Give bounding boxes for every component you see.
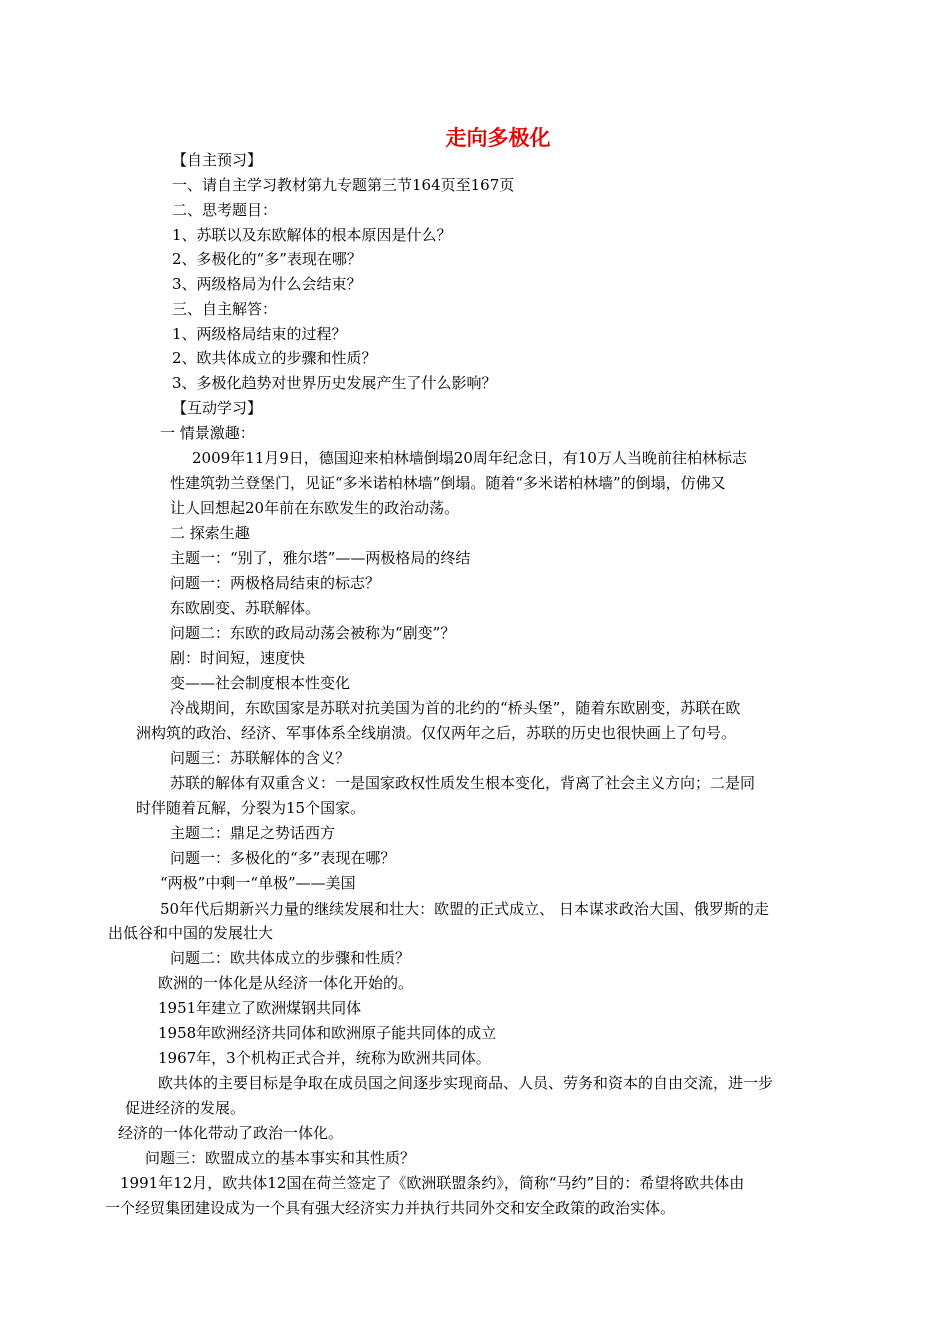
text-line: 3、多极化趋势对世界历史发展产生了什么影响？ [172,374,497,392]
text-line: 洲构筑的政治、经济、军事体系全线崩溃。仅仅两年之后，苏联的历史也很快画上了句号。 [136,724,737,742]
text-line: 二、思考题目： [172,201,278,219]
text-line: 出低谷和中国的发展壮大 [108,924,274,942]
text-line: 2009年11月9日，德国迎来柏林墙倒塌20周年纪念日，有10万人当晚前往柏林标志 [192,449,747,467]
text-line: 50年代后期新兴力量的继续发展和壮大：欧盟的正式成立、 日本谋求政治大国、俄罗斯的走 [160,900,769,918]
text-line: 主题二：鼎足之势话西方 [170,824,336,842]
text-line: 1、两级格局结束的过程？ [172,325,347,343]
text-line: 【互动学习】 [172,399,263,417]
text-line: 问题三：欧盟成立的基本事实和其性质？ [145,1149,416,1167]
text-line: 让人回想起20年前在东欧发生的政治动荡。 [170,499,460,517]
text-line: 问题三：苏联解体的含义？ [170,749,351,767]
text-line: 苏联的解体有双重含义：一是国家政权性质发生根本变化，背离了社会主义方向；二是同 [170,774,756,792]
text-line: 2、多极化的“多”表现在哪？ [172,250,362,268]
text-line: 冷战期间，东欧国家是苏联对抗美国为首的北约的“桥头堡”，随着东欧剧变，苏联在欧 [170,699,741,717]
text-line: 2、欧共体成立的步骤和性质？ [172,349,377,367]
page-title: 走向多极化 [445,125,551,150]
text-line: 东欧剧变、苏联解体。 [170,599,321,617]
text-line: 时伴随着瓦解，分裂为15个国家。 [136,799,366,817]
text-line: 二 探索生趣 [170,524,250,542]
text-line: 欧共体的主要目标是争取在成员国之间逐步实现商品、人员、劳务和资本的自由交流，进一步 [158,1074,774,1092]
text-line: 问题二：欧共体成立的步骤和性质？ [170,949,411,967]
text-line: 变——社会制度根本性变化 [170,674,351,692]
text-line: 问题二：东欧的政局动荡会被称为“剧变”？ [170,624,456,642]
text-line: 三、自主解答： [172,300,278,318]
text-line: 剧：时间短，速度快 [170,649,306,667]
text-line: 1967年，3个机构正式合并，统称为欧洲共同体。 [158,1049,491,1067]
text-line: 一 情景激趣： [160,424,255,442]
text-line: 主题一：“别了，雅尔塔”——两极格局的终结 [170,549,471,567]
text-line: 【自主预习】 [172,151,263,169]
text-line: 1991年12月，欧共体12国在荷兰签定了《欧洲联盟条约》，简称“马约”目的：希望将欧共体由 [120,1174,745,1192]
text-line: 问题一：两极格局结束的标志？ [170,574,381,592]
text-line: 一个经贸集团建设成为一个具有强大经济实力并执行共同外交和安全政策的政治实体。 [105,1199,676,1217]
text-line: 1951年建立了欧洲煤钢共同体 [158,999,362,1017]
text-line: 欧洲的一体化是从经济一体化开始的。 [158,974,414,992]
text-line: 1958年欧洲经济共同体和欧洲原子能共同体的成立 [158,1024,497,1042]
text-line: 一、请自主学习教材第九专题第三节164页至167页 [172,176,515,194]
text-line: 性建筑勃兰登堡门，见证“多米诺柏林墙”倒塌。随着“多米诺柏林墙”的倒塌，仿佛又 [170,474,726,492]
text-line: 经济的一体化带动了政治一体化。 [118,1124,344,1142]
text-line: 问题一：多极化的“多”表现在哪？ [170,849,396,867]
text-line: 1、苏联以及东欧解体的根本原因是什么？ [172,226,452,244]
text-line: 促进经济的发展。 [125,1099,246,1117]
text-line: 3、两级格局为什么会结束？ [172,275,362,293]
text-line: “两极”中剩一“单极”——美国 [160,874,356,892]
